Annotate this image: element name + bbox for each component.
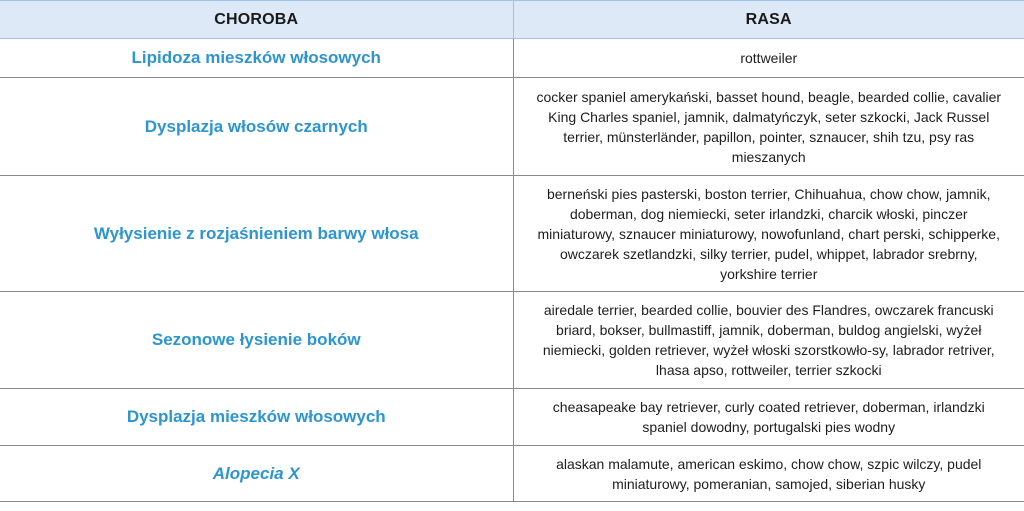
table-body — [0, 39, 1024, 502]
breed-list: airedale terrier, bearded collie, bouvier des Flandres, owczarek francuski briard, bokser, bullmastiff, jamnik, doberman, buldog angielski, wyżeł niemiecki, golden retriever, wyżeł włoski szorstkowło-sy, labrador retriver, lhasa apso, rottweiler, terrier szkocki — [513, 292, 1024, 389]
breed-list: cheasapeake bay retriever, curly coated retriever, doberman, irlandzki spaniel dowodny, portugalski pies wodny — [513, 389, 1024, 446]
table-row — [0, 389, 1024, 446]
disease-name: Dysplazja włosów czarnych — [0, 78, 513, 176]
table-row — [0, 446, 1024, 502]
header-disease: CHOROBA — [0, 1, 513, 39]
disease-name: Wyłysienie z rozjaśnieniem barwy włosa — [0, 176, 513, 292]
breed-list: rottweiler — [513, 39, 1024, 78]
breed-list: alaskan malamute, american eskimo, chow chow, szpic wilczy, pudel miniaturowy, pomeranian, samojed, siberian husky — [513, 446, 1024, 502]
breed-list: berneński pies pasterski, boston terrier, Chihuahua, chow chow, jamnik, doberman, dog niemiecki, seter irlandzki, charcik włoski, pinczer miniaturowy, sznaucer miniaturowy, nowofunland, chart perski, schipperke, owczarek szetlandzki, silky terrier, pudel, whippet, labrador srebrny, yorkshire terrier — [513, 176, 1024, 292]
disease-name: Lipidoza mieszków włosowych — [0, 39, 513, 78]
table-row — [0, 176, 1024, 292]
table-row — [0, 39, 1024, 78]
disease-name: Alopecia X — [0, 446, 513, 502]
table-row — [0, 78, 1024, 176]
table-header — [0, 1, 1024, 39]
breed-list: cocker spaniel amerykański, basset hound, beagle, bearded collie, cavalier King Charles spaniel, jamnik, dalmatyńczyk, seter szkocki, Jack Russel terrier, münsterländer, papillon, pointer, sznaucer, shih tzu, psy ras mieszanych — [513, 78, 1024, 176]
table-row — [0, 292, 1024, 389]
header-breed: RASA — [513, 1, 1024, 39]
disease-name: Dysplazja mieszków włosowych — [0, 389, 513, 446]
header-row — [0, 1, 1024, 39]
disease-name: Sezonowe łysienie boków — [0, 292, 513, 389]
